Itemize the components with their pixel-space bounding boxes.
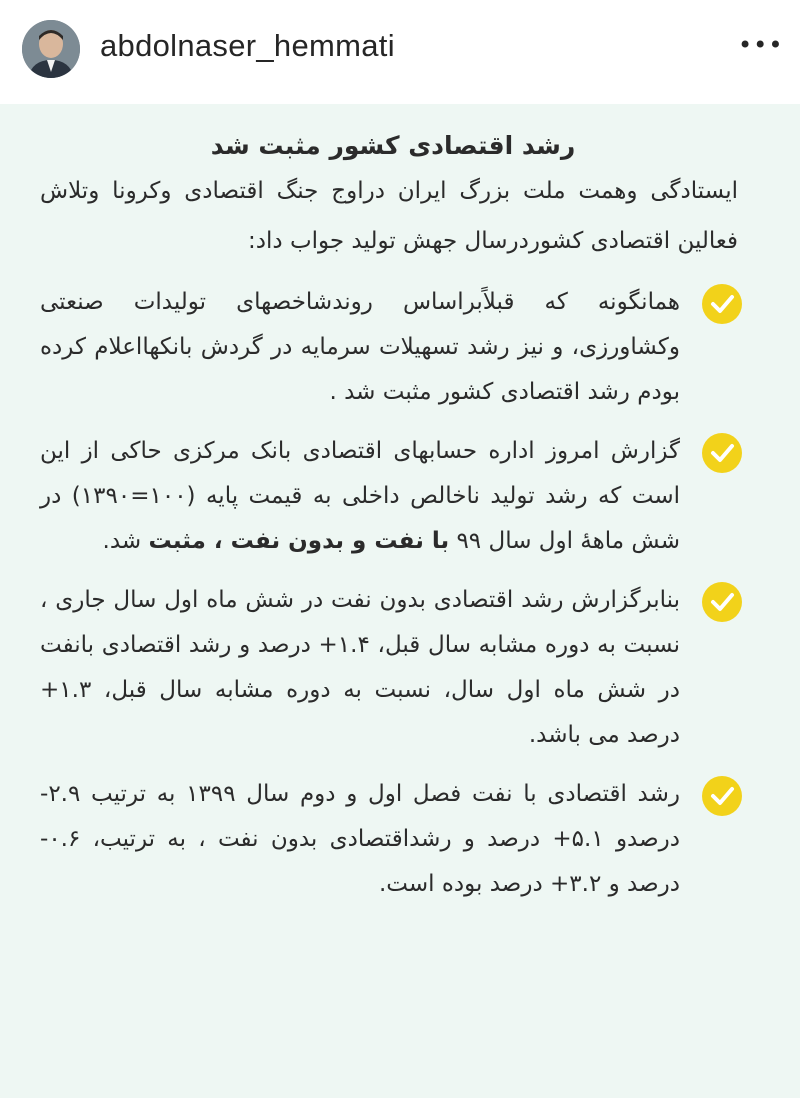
post-intro: ایستادگی وهمت ملت بزرگ ایران دراوج جنگ اقتصادی وکرونا وتلاش فعالین اقتصادی کشوردرسال جهش تولید جواب داد: xyxy=(40,178,738,254)
post-image xyxy=(0,104,800,1098)
checkmark-circle-icon xyxy=(702,284,742,324)
list-item xyxy=(40,578,746,758)
list-item-text xyxy=(40,429,680,564)
list-item-text-tail: شد. xyxy=(102,528,149,554)
username[interactable]: abdolnaser_hemmati xyxy=(100,28,395,63)
list-item-text: بنابرگزارش رشد اقتصادی بدون نفت در شش ماه اول سال جاری ، نسبت به دوره مشابه سال قبل، ۱.۴+ درصد و رشد اقتصادی بانفت در شش ماه اول سال، نسبت به دوره مشابه سال قبل، ۱.۳+ درصد می باشد. xyxy=(40,587,680,748)
post-title: رشد اقتصادی کشور مثبت شد xyxy=(210,131,576,160)
list-item xyxy=(40,280,746,415)
avatar-photo xyxy=(22,20,80,78)
list-item-text-bold: با نفت و بدون نفت ، مثبت xyxy=(148,528,450,554)
checkmark-circle-icon xyxy=(702,582,742,622)
checkmark-circle-icon xyxy=(702,776,742,816)
list-item-text: رشد اقتصادی با نفت فصل اول و دوم سال ۱۳۹۹ به ترتیب ۲.۹-درصدو ۵.۱+ درصد و رشداقتصادی بدون نفت ، به ترتیب، ۰.۶- درصد و ۳.۲+ درصد بوده است. xyxy=(40,781,681,897)
avatar[interactable] xyxy=(22,20,80,78)
more-horizontal-icon[interactable]: ••• xyxy=(738,31,784,59)
list-item-text-main: گزارش امروز اداره حسابهای اقتصادی بانک مرکزی حاکی از این است که رشد تولید ناخالص داخلی به قیمت پایه (۱۰۰=۱۳۹۰) در شش ماههٔ اول سال ۹۹ xyxy=(40,438,680,554)
post-content xyxy=(40,104,746,907)
checkmark-circle-icon xyxy=(702,433,742,473)
list-item-text: همانگونه که قبلاًبراساس روندشاخصهای تولیدات صنعتی وکشاورزی، و نیز رشد تسهیلات سرمایه در گردش بانکهااعلام کرده بودم رشد اقتصادی کشور مثبت شد . xyxy=(40,289,680,405)
list-item xyxy=(40,429,746,564)
post-header xyxy=(0,0,800,100)
list-item xyxy=(40,772,746,907)
